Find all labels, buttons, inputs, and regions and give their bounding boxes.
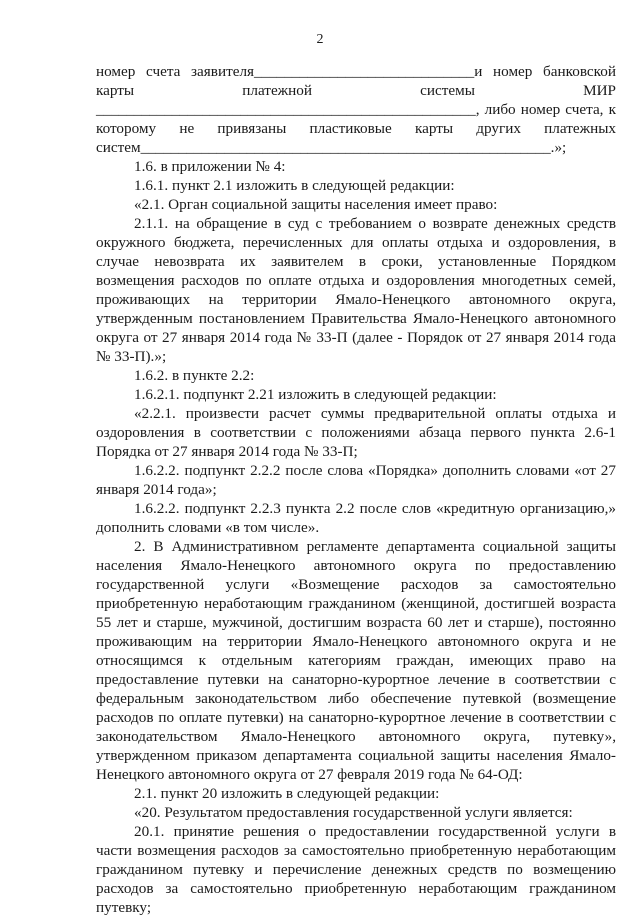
paragraph: 2.1. пункт 20 изложить в следующей редакции: (134, 785, 440, 802)
paragraph: номер счета заявителя_____________________________и номер банковской карты платежной системы МИР __________________________________________________, либо номер счета, к которому не привязаны пластиковые карты других платежных систем______________________________________________________.»; (96, 63, 616, 156)
document-body (96, 62, 616, 917)
paragraph: 1.6.2.2. подпункт 2.2.3 пункта 2.2 после слов «кредитную организацию,» дополнить словами «в том числе». (96, 500, 616, 536)
paragraph: «20. Результатом предоставления государственной услуги является: (134, 804, 573, 821)
paragraph: 1.6.2.2. подпункт 2.2.2 после слова «Порядка» дополнить словами «от 27 января 2014 года»; (96, 462, 616, 498)
paragraph: «2.1. Орган социальной защиты населения имеет право: (134, 196, 498, 213)
paragraph: 1.6.1. пункт 2.1 изложить в следующей редакции: (134, 177, 455, 194)
paragraph: 1.6.2.1. подпункт 2.21 изложить в следующей редакции: (134, 386, 497, 403)
paragraph: 1.6.2. в пункте 2.2: (134, 367, 255, 384)
page-number: 2 (316, 32, 324, 47)
paragraph: «2.2.1. произвести расчет суммы предварительной оплаты отдыха и оздоровления в соответствии с положениями абзаца первого пункта 2.6-1 Порядка от 27 января 2014 года № 33-П; (96, 405, 616, 460)
paragraph: 20.1. принятие решения о предоставлении государственной услуги в части возмещения расходов за самостоятельно приобретенную неработающим гражданином путевку и перечисление денежных средств по возмещению расходов за самостоятельно приобретенную неработающим гражданином путевку; (96, 823, 616, 916)
paragraph: 2.1.1. на обращение в суд с требованием о возврате денежных средств окружного бюджета, перечисленных для оплаты отдыха и оздоровления, в случае невозврата их заявителем в сроки, установленные Порядком возмещения расходов по оплате отдыха и оздоровления многодетных семей, проживающих на территории Ямало-Ненецкого автономного округа, утвержденным постановлением Правительства Ямало-Ненецкого автономного округа от 27 января 2014 года № 33-П (далее - Порядок от 27 января 2014 года № 33-П).»; (96, 215, 616, 365)
paragraph: 2. В Административном регламенте департамента социальной защиты населения Ямало-Ненецкого автономного округа по предоставлению государственной услуги «Возмещение расходов за самостоятельно приобретенную неработающим гражданином (женщиной, достигшей возраста 55 лет и старше, мужчиной, достигшим возраста 60 лет и старше), постоянно проживающим на территории Ямало-Ненецкого автономного округа и не относящимся к отдельным категориям граждан, имеющих право на предоставление путевки на санаторно-курортное лечение в соответствии с федеральным законодательством либо обеспечение путевкой (возмещение расходов по оплате путевки) на санаторно-курортное лечение в соответствии с законодательством Ямало-Ненецкого автономного округа, путевку», утвержденном приказом департамента социальной защиты населения Ямало-Ненецкого автономного округа от 27 февраля 2019 года № 64-ОД: (96, 538, 616, 783)
paragraph: 1.6. в приложении № 4: (134, 158, 286, 175)
